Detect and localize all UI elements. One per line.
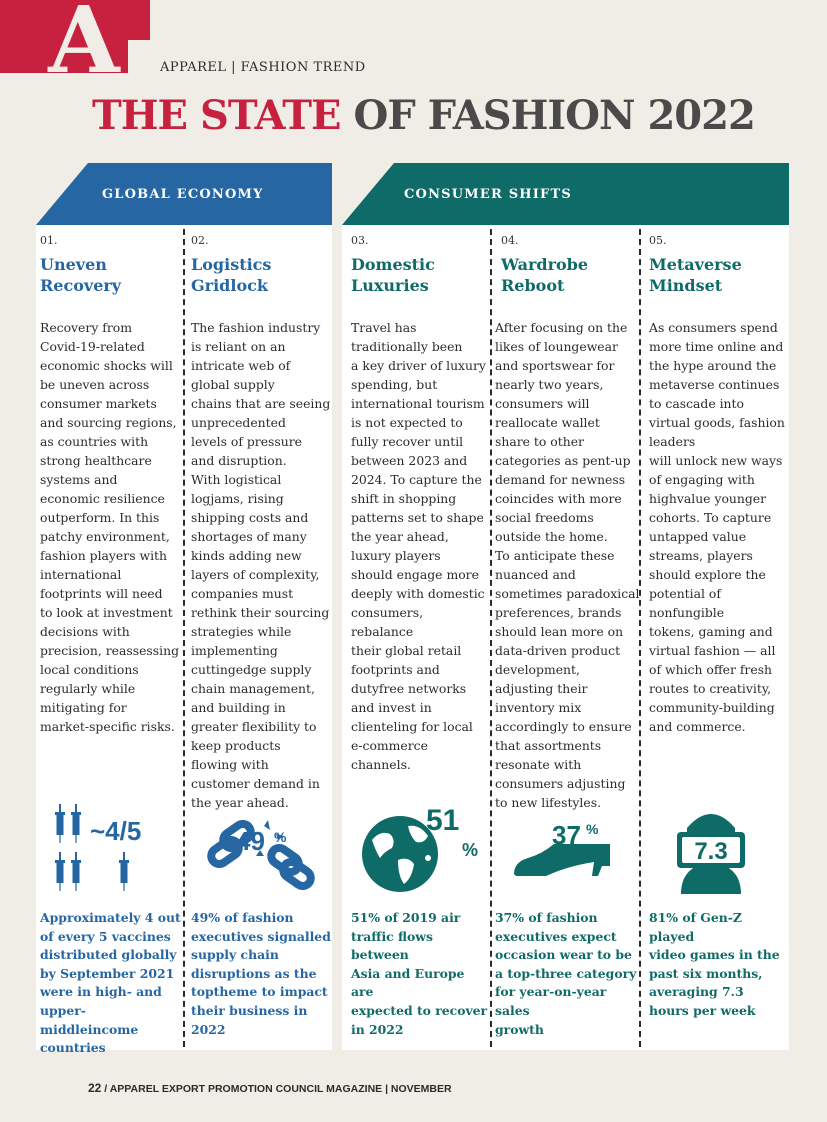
- column-title: Logistics Gridlock: [191, 255, 272, 295]
- banner-label-global-economy: GLOBAL ECONOMY: [102, 187, 264, 202]
- icon-stat-number: 37: [552, 820, 581, 850]
- banner-label-consumer-shifts: CONSUMER SHIFTS: [404, 187, 572, 202]
- syringes-icon: [48, 800, 188, 900]
- section-label: APPAREL | FASHION TREND: [160, 60, 366, 75]
- page-number: 22: [88, 1081, 102, 1095]
- column-body: Travel has traditionally been a key driver of luxury spending, but international tourism is not expected to fully recover until between 2023 and 2024. To capture the shift in shopping patterns set to shape the year ahead, luxury players should engage more deeply with domestic consumers, rebalance their global retail footprints and dutyfree networks and invest in clienteling for local e-commerce channels.: [351, 320, 486, 772]
- icon-stat-text: 7.3: [694, 838, 728, 865]
- icon-stat-unit: %: [586, 821, 599, 837]
- column-number: 05.: [649, 234, 667, 247]
- page-title: [92, 92, 755, 139]
- column-domestic-luxuries: [351, 234, 489, 774]
- title-part-red: THE STATE: [92, 92, 341, 139]
- icon-stat-text: ~4/5: [90, 816, 142, 846]
- column-title: Metaverse Mindset: [649, 255, 742, 295]
- icon-stat-number: 51: [426, 804, 460, 837]
- column-number: 03.: [351, 234, 369, 247]
- column-divider: [183, 229, 185, 1047]
- column-uneven-recovery: [40, 234, 182, 736]
- column-number: 01.: [40, 234, 58, 247]
- stat-text: 51% of 2019 air traffic flows between Asia and Europe are expected to recover in 2022: [351, 910, 488, 1037]
- column-body: The fashion industry is reliant on an intricate web of global supply chains that are seeing unprecedented levels of pressure and disruption. With logistical logjams, rising shipping costs and shortages of many kinds adding new layers of complexity, companies must rethink their sourcing strategies while implementing cuttingedge supply chain management, and building in greater flexibility to keep products flowing with customer demand in the year ahead.: [191, 320, 331, 810]
- title-part-gray: OF FASHION 2022: [353, 92, 755, 139]
- column-title: Domestic Luxuries: [351, 255, 435, 295]
- magazine-logo: [0, 0, 150, 80]
- column-body: Recovery from Covid-19-related economic shocks will be uneven across consumer markets and sourcing regions, as countries with strong healthcare systems and economic resilience outperform. In this patchy environment, fashion players with international footprints will need to look at investment decisions with precision, reassessing local conditions regularly while mitigating for market-specific risks.: [40, 320, 180, 734]
- globe-icon: [358, 800, 498, 900]
- column-body: As consumers spend more time online and the hype around the metaverse continues to cascade into virtual goods, fashion leaders will unlock new ways of engaging with highvalue younger cohorts. To capture untapped value streams, players should explore the potential of nonfungible tokens, gaming and virtual fashion — all of which offer fresh routes to creativity, community-building and commerce.: [649, 320, 785, 734]
- stat-text: Approximately 4 out of every 5 vaccines distributed globally by September 2021 were in high- and upper-middleincome countries: [40, 910, 181, 1056]
- high-heel-shoe-icon: [506, 800, 646, 900]
- column-divider: [490, 229, 492, 1047]
- column-number: 02.: [191, 234, 209, 247]
- column-logistics-gridlock: [191, 234, 337, 812]
- stat-text: 49% of fashion executives signalled supply chain disruptions as the toptheme to impact their business in 2022: [191, 910, 331, 1037]
- column-body: After focusing on the likes of loungewear and sportswear for nearly two years, consumers will reallocate wallet share to other categories as pent-up demand for newness coincides with more social freedoms outside the home. To anticipate these nuanced and sometimes paradoxical preferences, brands should lean more on data-driven product development, adjusting their inventory mix accordingly to ensure that assortments resonate with consumers adjusting to new lifestyles.: [495, 320, 640, 810]
- column-wardrobe-reboot: [495, 234, 640, 812]
- column-title: Wardrobe Reboot: [501, 255, 589, 295]
- column-title: Uneven Recovery: [40, 255, 122, 295]
- footer-text: / APPAREL EXPORT PROMOTION COUNCIL MAGAZINE | NOVEMBER: [104, 1083, 452, 1095]
- column-metaverse-mindset: [649, 234, 787, 736]
- page-footer: [88, 1081, 452, 1095]
- icon-stat-unit: %: [462, 840, 479, 860]
- column-number: 04.: [501, 234, 519, 247]
- svg-text:A: A: [48, 0, 120, 80]
- stat-text: 37% of fashion executives expect occasion wear to be a top-three category for year-on-year sales growth: [495, 910, 637, 1037]
- stat-text: 81% of Gen-Z played video games in the past six months, averaging 7.3 hours per week: [649, 910, 780, 1018]
- icon-stat-unit: %: [274, 829, 287, 845]
- icon-stat-number: 49: [236, 826, 265, 856]
- vr-headset-icon: [657, 800, 797, 900]
- broken-chain-icon: [200, 800, 340, 900]
